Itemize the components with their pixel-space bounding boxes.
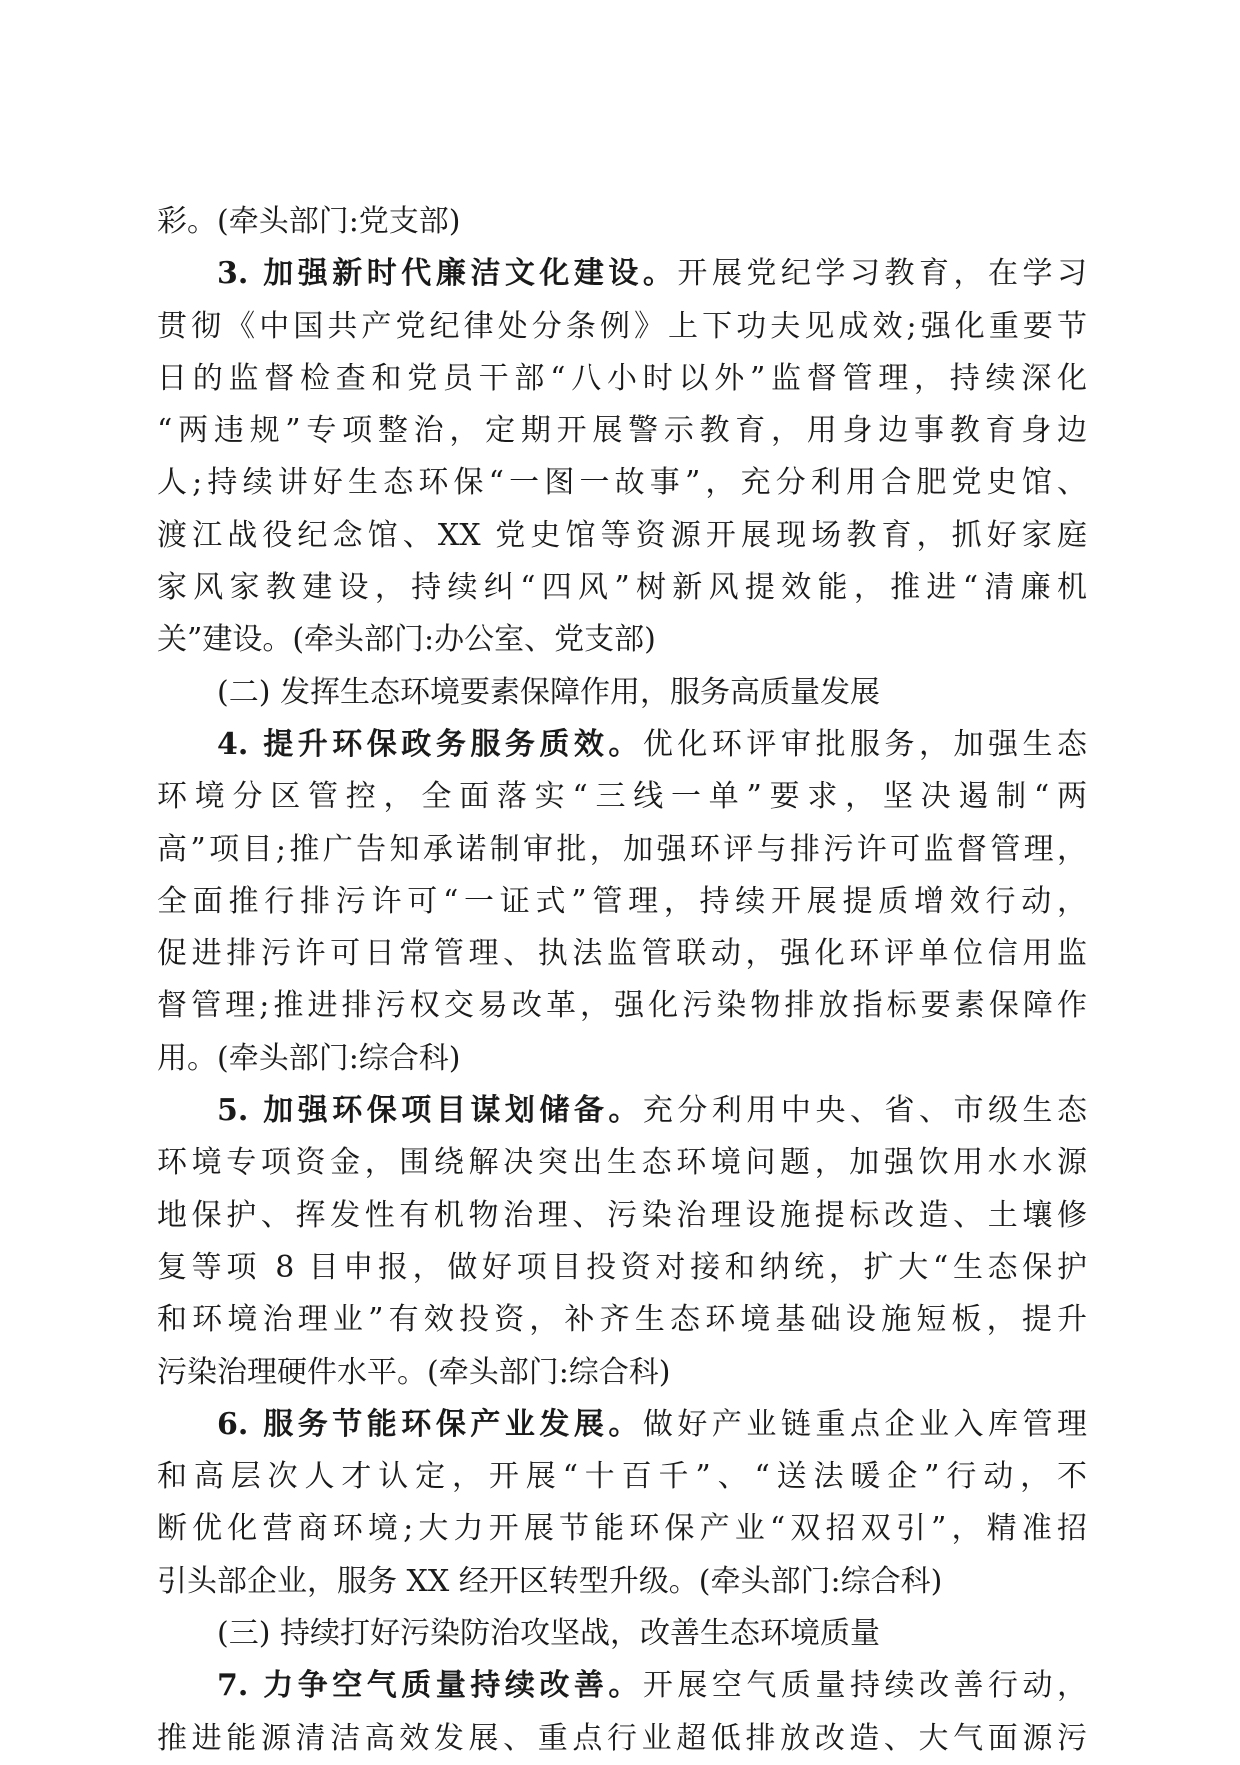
text-line: “两违规”专项整治，定期开展警示教育，用身边事教育身边 <box>157 413 1087 449</box>
item-3-title: 3. 加强新时代廉洁文化建设。 <box>217 256 678 292</box>
text-line: 促进排污许可日常管理、执法监管联动，强化环评单位信用监 <box>157 936 1087 972</box>
text-line: 引头部企业，服务 XX 经开区转型升级。(牵头部门:综合科) <box>157 1563 943 1599</box>
item-6-lead-line <box>157 1399 1087 1451</box>
item-4-lead-line <box>157 719 1087 771</box>
item-6-title: 6. 服务节能环保产业发展。 <box>217 1406 643 1442</box>
text-line: 环境专项资金，围绕解决突出生态环境问题，加强饮用水水源 <box>157 1145 1087 1181</box>
item-7-lead-line <box>157 1660 1087 1712</box>
text-span: 充分利用中央、省、市级生态 <box>642 1093 1088 1129</box>
text-line: 人;持续讲好生态环保“一图一故事”，充分利用合肥党史馆、 <box>157 465 1087 501</box>
text-span: 做好产业链重点企业入库管理 <box>642 1406 1088 1442</box>
item-7-title: 7. 力争空气质量持续改善。 <box>217 1668 643 1704</box>
text-line: 高”项目;推广告知承诺制审批，加强环评与排污许可监督管理， <box>157 831 1087 867</box>
document-body <box>157 196 1087 1765</box>
text-line: 渡江战役纪念馆、XX 党史馆等资源开展现场教育，抓好家庭 <box>157 517 1087 553</box>
text-line: 污染治理硬件水平。(牵头部门:综合科) <box>157 1354 671 1390</box>
text-line: 彩。(牵头部门:党支部) <box>157 204 461 239</box>
text-line: 日的监督检查和党员干部“八小时以外”监督管理，持续深化 <box>157 360 1087 396</box>
text-line: 推进能源清洁高效发展、重点行业超低排放改造、大气面源污 <box>157 1720 1087 1756</box>
item-3-lead-line <box>157 248 1087 300</box>
item-5-lead-line <box>157 1085 1087 1137</box>
text-line: 关”建设。(牵头部门:办公室、党支部) <box>157 622 656 658</box>
text-line: 督管理;推进排污权交易改革，强化污染物排放指标要素保障作 <box>157 988 1087 1024</box>
text-line: 断优化营商环境;大力开展节能环保产业“双招双引”，精准招 <box>157 1511 1087 1547</box>
text-line: 复等项 8 目申报，做好项目投资对接和纳统，扩大“生态保护 <box>157 1249 1087 1285</box>
text-line: 和环境治理业”有效投资，补齐生态环境基础设施短板，提升 <box>157 1302 1087 1338</box>
item-4-title: 4. 提升环保政务服务质效。 <box>217 726 643 762</box>
item-5-title: 5. 加强环保项目谋划储备。 <box>217 1093 643 1129</box>
text-line: 家风家教建设，持续纠“四风”树新风提效能，推进“清廉机 <box>157 570 1087 606</box>
text-line: 全面推行排污许可“一证式”管理，持续开展提质增效行动， <box>157 883 1087 919</box>
text-line: 地保护、挥发性有机物治理、污染治理设施提标改造、土壤修 <box>157 1197 1087 1233</box>
text-line: 环境分区管控，全面落实“三线一单”要求，坚决遏制“两 <box>157 779 1087 815</box>
text-line: 和高层次人才认定，开展“十百千”、“送法暖企”行动，不 <box>157 1459 1087 1495</box>
section-heading-3: (三) 持续打好污染防治攻坚战，改善生态环境质量 <box>217 1616 880 1652</box>
text-span: 优化环评审批服务，加强生态 <box>642 726 1088 762</box>
text-span: 开展党纪学习教育，在学习 <box>677 256 1087 292</box>
section-heading-2: (二) 发挥生态环境要素保障作用，服务高质量发展 <box>217 674 880 710</box>
text-span: 开展空气质量持续改善行动， <box>642 1668 1088 1704</box>
text-line: 贯彻《中国共产党纪律处分条例》上下功夫见成效;强化重要节 <box>157 308 1087 344</box>
text-line: 用。(牵头部门:综合科) <box>157 1040 461 1076</box>
